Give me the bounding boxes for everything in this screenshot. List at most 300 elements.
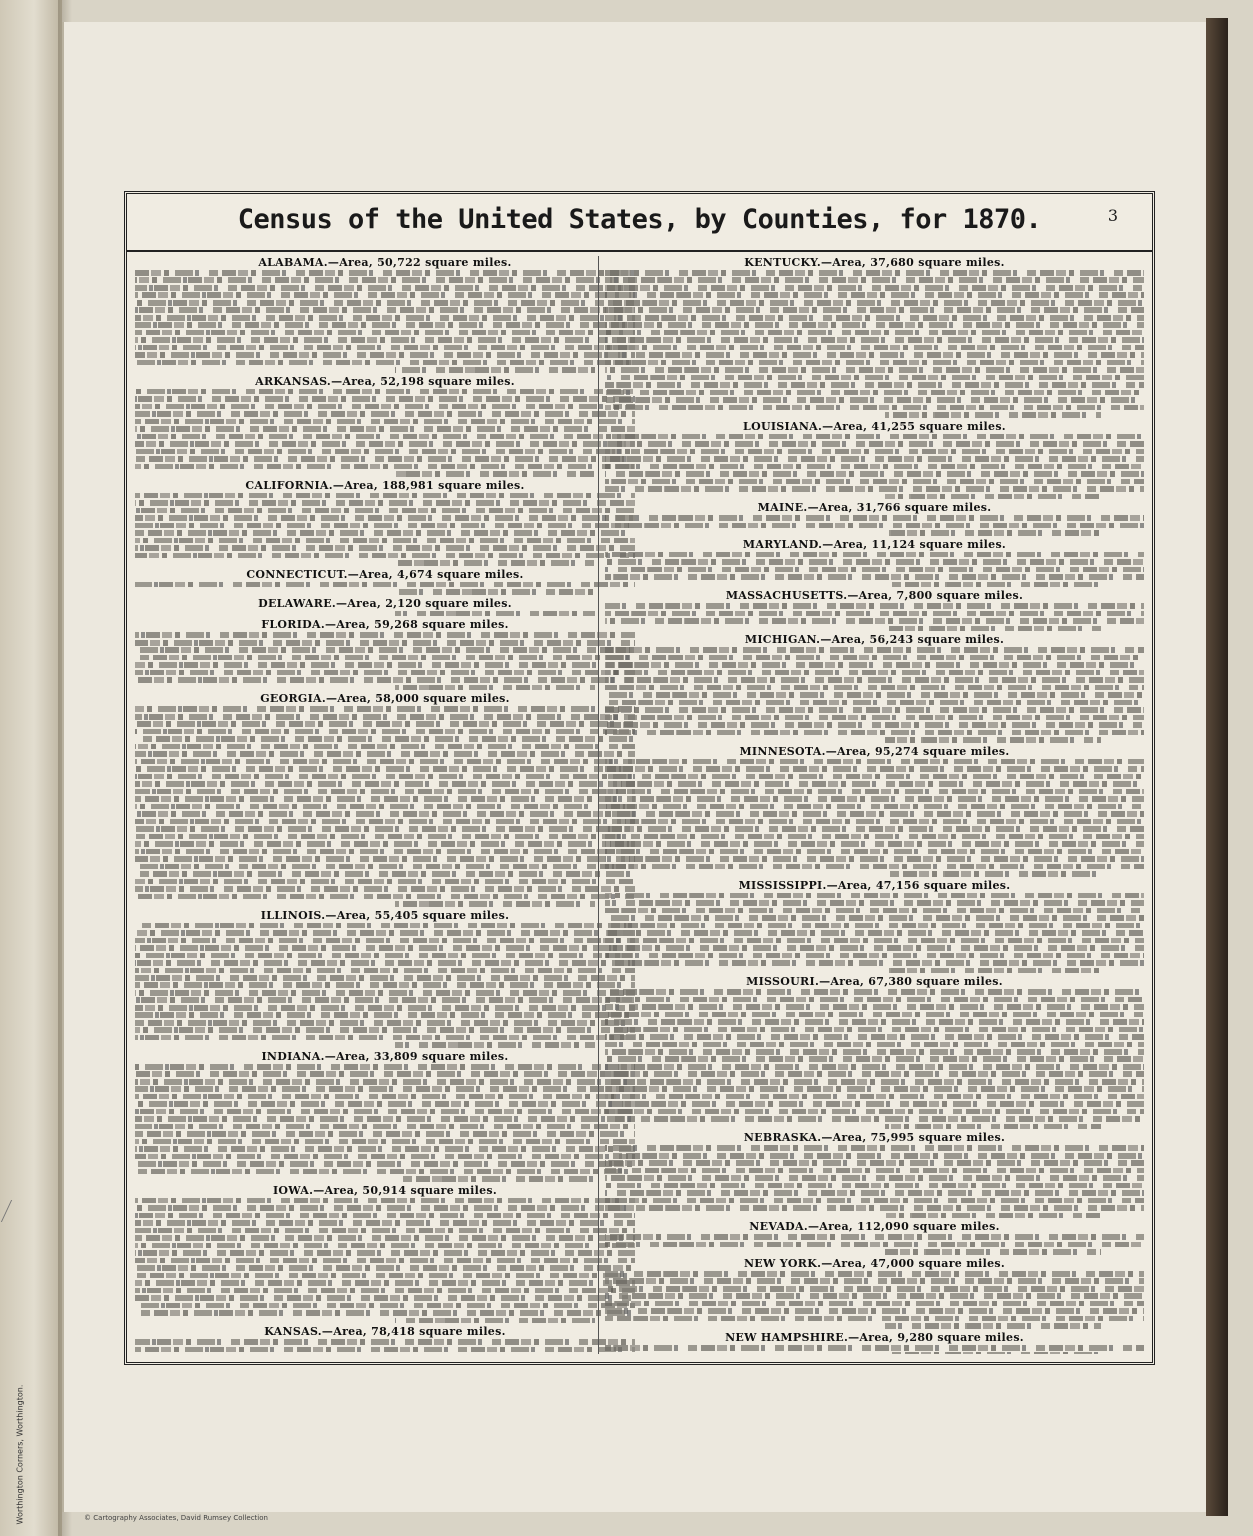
county-row (605, 352, 1144, 358)
county-row (605, 900, 1144, 906)
county-row (135, 766, 635, 772)
county-row (135, 307, 635, 313)
county-row (605, 893, 1144, 899)
county-population-rows (605, 515, 1144, 536)
county-row (135, 923, 635, 929)
county-row (135, 1258, 635, 1264)
county-row (605, 677, 1144, 683)
county-row (135, 1243, 635, 1249)
county-population-rows (605, 759, 1144, 877)
county-population-rows (605, 647, 1144, 742)
state-heading: KENTUCKY.—Area, 37,680 square miles. (744, 256, 1005, 269)
county-row (605, 1175, 1144, 1181)
county-row (605, 1278, 1144, 1284)
county-row (135, 1295, 635, 1301)
county-row (605, 1079, 1144, 1085)
county-row (605, 655, 1144, 661)
county-row (135, 441, 635, 447)
state-total-row (395, 471, 595, 477)
county-row (135, 1169, 635, 1175)
county-row (135, 1288, 635, 1294)
county-row (135, 1303, 635, 1309)
county-row (605, 456, 1144, 462)
state-heading: CALIFORNIA.—Area, 188,981 square miles. (245, 478, 525, 492)
county-row (135, 1027, 635, 1033)
county-row (605, 730, 1144, 736)
county-row (605, 337, 1144, 343)
county-population-rows (135, 582, 635, 595)
county-row (135, 1131, 635, 1137)
county-row (135, 1035, 635, 1041)
county-row (605, 722, 1144, 728)
county-row (605, 523, 1144, 529)
state-heading: FLORIDA.—Area, 59,268 square miles. (261, 618, 509, 632)
county-row (135, 849, 635, 855)
county-population-rows (135, 611, 635, 617)
state-heading: MISSOURI.—Area, 67,380 square miles. (746, 975, 1003, 989)
county-row (605, 700, 1144, 706)
county-population-rows (135, 1339, 635, 1354)
county-row (135, 789, 635, 795)
county-row (605, 307, 1144, 313)
county-row (605, 292, 1144, 298)
county-row (605, 856, 1144, 862)
state-total-row (395, 901, 595, 907)
state-total-row (885, 412, 1101, 418)
county-row (135, 1220, 635, 1226)
county-row (135, 1139, 635, 1145)
county-row (135, 759, 635, 765)
state-section (135, 256, 635, 373)
county-row (605, 382, 1144, 388)
side-label: Worthington Corners, Worthington. (15, 1384, 25, 1525)
county-row (605, 1271, 1144, 1277)
county-row (605, 989, 1144, 995)
state-section (135, 479, 635, 566)
county-row (135, 804, 635, 810)
county-row (605, 938, 1144, 944)
county-row (135, 953, 635, 959)
county-row (135, 456, 635, 462)
state-section (605, 745, 1144, 877)
county-row (135, 352, 635, 358)
county-row (605, 692, 1144, 698)
county-row (605, 300, 1144, 306)
county-row (135, 315, 635, 321)
county-row (135, 744, 635, 750)
county-row (135, 1146, 635, 1152)
county-row (605, 567, 1144, 573)
county-row (135, 1205, 635, 1211)
county-row (135, 841, 635, 847)
state-section (135, 568, 635, 595)
state-section (605, 1131, 1144, 1218)
county-row (135, 826, 635, 832)
county-row (605, 1086, 1144, 1092)
county-row (605, 1198, 1144, 1204)
state-section (135, 1325, 635, 1354)
county-row (605, 715, 1144, 721)
county-row (135, 670, 635, 676)
county-row (605, 611, 1144, 617)
county-row (135, 982, 635, 988)
county-row (605, 834, 1144, 840)
county-row (605, 367, 1144, 373)
state-heading: MINNESOTA.—Area, 95,274 square miles. (739, 744, 1010, 758)
county-row (605, 841, 1144, 847)
county-row (135, 1228, 635, 1234)
state-heading: MAINE.—Area, 31,766 square miles. (757, 501, 992, 515)
state-total-row (395, 611, 595, 617)
county-row (135, 411, 635, 417)
county-population-rows (605, 1345, 1144, 1354)
state-section (135, 375, 635, 477)
county-row (135, 270, 635, 276)
county-row (135, 662, 635, 668)
state-total-row (885, 968, 1101, 974)
county-row (605, 360, 1144, 366)
county-row (135, 277, 635, 283)
county-row (605, 441, 1144, 447)
county-row (135, 819, 635, 825)
county-row (135, 781, 635, 787)
county-row (135, 834, 635, 840)
county-row (135, 1273, 635, 1279)
state-heading: IOWA.—Area, 50,914 square miles. (272, 1183, 498, 1197)
state-section (605, 420, 1144, 499)
county-row (605, 1109, 1144, 1115)
county-population-rows (605, 893, 1144, 973)
county-row (605, 945, 1144, 951)
county-row (605, 603, 1144, 609)
county-row (605, 270, 1144, 276)
state-heading: MARYLAND.—Area, 11,124 square miles. (742, 537, 1007, 551)
county-row (135, 706, 635, 712)
county-population-rows (135, 389, 635, 477)
county-row (135, 1116, 635, 1122)
county-row (135, 285, 635, 291)
state-section (605, 501, 1144, 536)
county-population-rows (135, 923, 635, 1048)
state-total-row (395, 1176, 595, 1182)
page-number: 3 (1107, 206, 1118, 225)
county-row (135, 811, 635, 817)
county-row (605, 766, 1144, 772)
state-section (605, 589, 1144, 631)
county-row (135, 1012, 635, 1018)
county-row (135, 1109, 635, 1115)
state-section (605, 633, 1144, 742)
county-row (605, 1205, 1144, 1211)
county-row (605, 915, 1144, 921)
county-row (605, 434, 1144, 440)
state-heading: KANSAS.—Area, 78,418 square miles. (264, 1325, 506, 1339)
county-row (605, 1019, 1144, 1025)
county-population-rows (135, 1064, 635, 1182)
county-row (605, 1345, 1144, 1351)
county-row (605, 449, 1144, 455)
county-row (605, 796, 1144, 802)
county-row (605, 707, 1144, 713)
state-heading: ILLINOIS.—Area, 55,405 square miles. (260, 908, 510, 922)
county-row (135, 389, 635, 395)
county-row (605, 330, 1144, 336)
title-row (127, 194, 1152, 252)
county-row (135, 553, 635, 559)
state-section (605, 975, 1144, 1129)
county-row (135, 677, 635, 683)
county-row (135, 1071, 635, 1077)
county-row (135, 997, 635, 1003)
state-heading: DELAWARE.—Area, 2,120 square miles. (258, 596, 512, 610)
county-row (135, 938, 635, 944)
county-row (135, 500, 635, 506)
county-row (135, 1161, 635, 1167)
county-row (135, 1347, 635, 1353)
county-row (135, 515, 635, 521)
county-row (135, 404, 635, 410)
county-row (605, 759, 1144, 765)
county-row (605, 479, 1144, 485)
county-row (135, 945, 635, 951)
county-row (605, 789, 1144, 795)
county-row (605, 405, 1144, 411)
state-section (605, 879, 1144, 973)
county-row (605, 1183, 1144, 1189)
county-population-rows (135, 632, 635, 690)
county-row (605, 960, 1144, 966)
county-row (135, 1005, 635, 1011)
state-heading: INDIANA.—Area, 33,809 square miles. (261, 1049, 509, 1063)
county-row (135, 449, 635, 455)
state-section (605, 256, 1144, 418)
county-row (135, 1094, 635, 1100)
county-population-rows (135, 493, 635, 566)
county-row (135, 774, 635, 780)
county-row (605, 515, 1144, 521)
county-row (605, 1056, 1144, 1062)
county-row (605, 774, 1144, 780)
county-row (135, 1079, 635, 1085)
county-row (605, 1027, 1144, 1033)
county-population-rows (605, 270, 1144, 418)
county-row (605, 923, 1144, 929)
county-row (605, 685, 1144, 691)
county-row (605, 559, 1144, 565)
county-row (135, 960, 635, 966)
county-population-rows (605, 552, 1144, 588)
county-row (135, 714, 635, 720)
county-row (605, 670, 1144, 676)
county-row (605, 930, 1144, 936)
county-row (135, 1339, 635, 1345)
county-row (135, 1064, 635, 1070)
right-column (605, 256, 1144, 1354)
county-row (135, 493, 635, 499)
county-row (605, 1101, 1144, 1107)
county-row (135, 582, 635, 588)
state-total-row (885, 871, 1101, 877)
county-population-rows (605, 434, 1144, 499)
copyright-credit: © Cartography Associates, David Rumsey Collection (84, 1514, 268, 1522)
county-row (135, 1280, 635, 1286)
county-population-rows (135, 1198, 635, 1323)
county-row (605, 1071, 1144, 1077)
state-total-row (395, 685, 595, 691)
state-section (135, 1184, 635, 1323)
county-row (135, 1310, 635, 1316)
state-section (605, 1331, 1144, 1354)
county-row (135, 990, 635, 996)
state-total-row (885, 737, 1101, 743)
state-total-row (885, 1323, 1101, 1329)
census-columns (135, 256, 1144, 1354)
county-row (135, 300, 635, 306)
county-row (605, 486, 1144, 492)
county-row (135, 538, 635, 544)
county-row (605, 1286, 1144, 1292)
page-title: Census of the United States, by Counties, for 1870. (237, 204, 1042, 235)
county-row (605, 1168, 1144, 1174)
state-heading: MICHIGAN.—Area, 56,243 square miles. (744, 633, 1005, 647)
county-row (605, 804, 1144, 810)
census-table-frame (124, 191, 1155, 1365)
county-row (135, 1250, 635, 1256)
county-population-rows (135, 706, 635, 906)
county-row (605, 1160, 1144, 1166)
county-row (605, 953, 1144, 959)
state-total-row (885, 1213, 1101, 1219)
county-row (135, 464, 635, 470)
county-row (605, 1012, 1144, 1018)
county-row (605, 908, 1144, 914)
county-row (605, 618, 1144, 624)
state-total-row (885, 1124, 1101, 1130)
county-row (605, 277, 1144, 283)
state-section (135, 692, 635, 906)
county-row (135, 434, 635, 440)
county-row (605, 471, 1144, 477)
state-heading: MISSISSIPPI.—Area, 47,156 square miles. (738, 878, 1011, 892)
county-population-rows (605, 603, 1144, 631)
state-section (605, 1257, 1144, 1329)
county-row (605, 552, 1144, 558)
county-row (605, 811, 1144, 817)
county-row (135, 1086, 635, 1092)
state-total-row (885, 626, 1101, 632)
county-row (605, 390, 1144, 396)
county-row (135, 292, 635, 298)
cover-board-edge (1206, 18, 1228, 1516)
county-row (605, 1153, 1144, 1159)
state-section (135, 618, 635, 690)
state-heading: MASSACHUSETTS.—Area, 7,800 square miles. (725, 589, 1024, 603)
county-row (135, 736, 635, 742)
state-total-row (395, 1042, 595, 1048)
county-row (135, 1213, 635, 1219)
state-section (605, 538, 1144, 588)
county-row (605, 1034, 1144, 1040)
county-population-rows (605, 1145, 1144, 1218)
county-row (605, 1042, 1144, 1048)
state-heading: NEBRASKA.—Area, 75,995 square miles. (743, 1131, 1006, 1145)
state-total-row (395, 1318, 595, 1324)
state-heading: LOUISIANA.—Area, 41,255 square miles. (743, 419, 1006, 433)
county-row (605, 647, 1144, 653)
county-row (135, 729, 635, 735)
county-row (135, 396, 635, 402)
county-row (605, 1301, 1144, 1307)
county-row (135, 871, 635, 877)
county-row (135, 879, 635, 885)
county-row (135, 968, 635, 974)
county-row (605, 375, 1144, 381)
county-row (135, 894, 635, 900)
state-heading: NEW YORK.—Area, 47,000 square miles. (743, 1256, 1006, 1270)
county-row (135, 345, 635, 351)
county-row (605, 1049, 1144, 1055)
county-row (605, 826, 1144, 832)
county-row (605, 1145, 1144, 1151)
state-total-row (395, 589, 595, 595)
county-row (135, 1265, 635, 1271)
county-row (605, 819, 1144, 825)
state-heading: NEVADA.—Area, 112,090 square miles. (749, 1220, 1000, 1234)
state-heading: GEORGIA.—Area, 58,000 square miles. (260, 692, 510, 706)
county-row (605, 1094, 1144, 1100)
county-row (605, 1004, 1144, 1010)
county-row (135, 1020, 635, 1026)
county-row (135, 419, 635, 425)
county-row (135, 337, 635, 343)
county-row (135, 523, 635, 529)
county-row (135, 1154, 635, 1160)
county-row (605, 1234, 1144, 1240)
county-row (605, 849, 1144, 855)
state-heading: ARKANSAS.—Area, 52,198 square miles. (255, 374, 515, 388)
county-row (135, 856, 635, 862)
county-row (135, 632, 635, 638)
state-section (135, 909, 635, 1048)
state-total-row (885, 1352, 1101, 1354)
county-row (605, 315, 1144, 321)
county-row (605, 662, 1144, 668)
county-row (605, 781, 1144, 787)
left-column (135, 256, 635, 1354)
state-section (135, 1050, 635, 1182)
column-divider (598, 256, 599, 1354)
county-row (135, 647, 635, 653)
county-row (135, 1235, 635, 1241)
state-heading: NEW HAMPSHIRE.—Area, 9,280 square miles. (725, 1330, 1024, 1344)
county-population-rows (605, 1271, 1144, 1329)
county-row (605, 345, 1144, 351)
state-total-row (885, 582, 1101, 588)
county-row (135, 864, 635, 870)
county-row (135, 886, 635, 892)
state-total-row (395, 560, 595, 566)
county-row (605, 1242, 1144, 1248)
county-row (135, 330, 635, 336)
county-population-rows (605, 1234, 1144, 1255)
county-population-rows (605, 989, 1144, 1129)
county-row (135, 360, 635, 366)
state-section (135, 597, 635, 617)
county-row (135, 322, 635, 328)
county-row (135, 640, 635, 646)
county-row (605, 464, 1144, 470)
county-row (605, 574, 1144, 580)
